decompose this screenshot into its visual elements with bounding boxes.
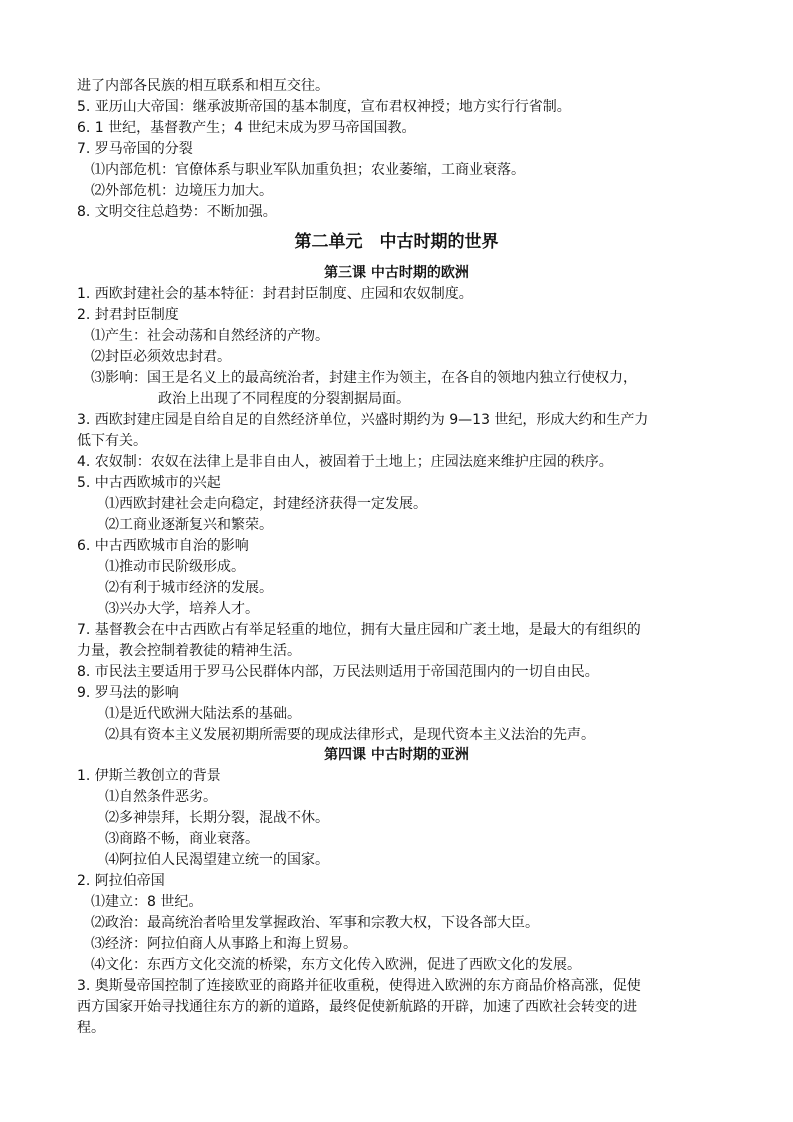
list-item-continuation: 力量，教会控制着教徒的精神生活。 xyxy=(77,643,301,659)
sub-item: ⑵政治：最高统治者哈里发掌握政治、军事和宗教大权，下设各部大臣。 xyxy=(91,915,539,931)
sub-item: ⑵封臣必须效忠封君。 xyxy=(91,349,231,365)
sub-item: ⑶商路不畅，商业衰落。 xyxy=(105,831,259,847)
sub-item: ⑷阿拉伯人民渴望建立统一的国家。 xyxy=(105,852,329,868)
list-item: 4. 农奴制：农奴在法律上是非自由人，被固着于土地上；庄园法庭来维护庄园的秩序。 xyxy=(77,454,613,470)
list-item: 2. 阿拉伯帝国 xyxy=(77,873,165,889)
sub-item: ⑷文化：东西方文化交流的桥梁，东方文化传入欧洲，促进了西欧文化的发展。 xyxy=(91,957,581,973)
list-item: 8. 文明交往总趋势：不断加强。 xyxy=(77,204,277,220)
list-item: 6. 1 世纪，基督教产生；4 世纪末成为罗马帝国国教。 xyxy=(77,120,416,136)
list-item: 5. 中古西欧城市的兴起 xyxy=(77,475,221,491)
sub-item: ⑴产生：社会动荡和自然经济的产物。 xyxy=(91,328,329,344)
sub-item: ⑶经济：阿拉伯商人从事路上和海上贸易。 xyxy=(91,936,357,952)
unit-heading: 第二单元 中古时期的世界 xyxy=(294,232,499,252)
list-item: 3. 西欧封建庄园是自给自足的自然经济单位，兴盛时期约为 9—13 世纪，形成大约和生产力 xyxy=(77,412,649,428)
list-item-continuation: 低下有关。 xyxy=(77,433,147,449)
list-item: 8. 市民法主要适用于罗马公民群体内部，万民法则适用于帝国范围内的一切自由民。 xyxy=(77,664,599,680)
list-item-continuation: 程。 xyxy=(77,1020,105,1036)
sub-item: ⑵多神崇拜，长期分裂，混战不休。 xyxy=(105,810,329,826)
list-item: 7. 罗马帝国的分裂 xyxy=(77,141,193,157)
sub-item: ⑴内部危机：官僚体系与职业军队加重负担；农业萎缩，工商业衰落。 xyxy=(91,162,525,178)
sub-item: ⑶影响：国王是名义上的最高统治者，封建主作为领主，在各自的领地内独立行使权力， xyxy=(91,370,637,386)
list-item: 6. 中古西欧城市自治的影响 xyxy=(77,538,249,554)
lesson-heading: 第四课 中古时期的亚洲 xyxy=(324,747,469,763)
list-item: 5. 亚历山大帝国：继承波斯帝国的基本制度，宣布君权神授；地方实行行省制。 xyxy=(77,99,571,115)
list-item: 2. 封君封臣制度 xyxy=(77,307,179,323)
list-item: 1. 伊斯兰教创立的背景 xyxy=(77,768,221,784)
sub-item: ⑴自然条件恶劣。 xyxy=(105,789,217,805)
sub-item: ⑶兴办大学，培养人才。 xyxy=(105,601,259,617)
sub-item: ⑴是近代欧洲大陆法系的基础。 xyxy=(105,706,301,722)
sub-item: ⑵有利于城市经济的发展。 xyxy=(105,580,273,596)
sub-item: ⑴西欧封建社会走向稳定，封建经济获得一定发展。 xyxy=(105,496,427,512)
list-item: 9. 罗马法的影响 xyxy=(77,685,179,701)
list-item: 3. 奥斯曼帝国控制了连接欧亚的商路并征收重税，使得进入欧洲的东方商品价格高涨，促使 xyxy=(77,978,641,994)
list-item-continuation: 西方国家开始寻找通往东方的新的道路，最终促使新航路的开辟，加速了西欧社会转变的进 xyxy=(77,999,637,1015)
list-item: 7. 基督教会在中古西欧占有举足轻重的地位，拥有大量庄园和广袤土地，是最大的有组织的 xyxy=(77,622,641,638)
sub-item: ⑴推动市民阶级形成。 xyxy=(105,559,245,575)
sub-item: ⑵工商业逐渐复兴和繁荣。 xyxy=(105,517,273,533)
sub-item-continuation: 政治上出现了不同程度的分裂割据局面。 xyxy=(158,391,410,407)
sub-item: ⑵外部危机：边境压力加大。 xyxy=(91,183,273,199)
sub-item: ⑴建立：8 世纪。 xyxy=(91,894,203,910)
sub-item: ⑵具有资本主义发展初期所需要的现成法律形式，是现代资本主义法治的先声。 xyxy=(105,727,595,743)
text-line: 进了内部各民族的相互联系和相互交往。 xyxy=(77,78,329,94)
lesson-heading: 第三课 中古时期的欧洲 xyxy=(324,265,469,281)
list-item: 1. 西欧封建社会的基本特征：封君封臣制度、庄园和农奴制度。 xyxy=(77,286,473,302)
